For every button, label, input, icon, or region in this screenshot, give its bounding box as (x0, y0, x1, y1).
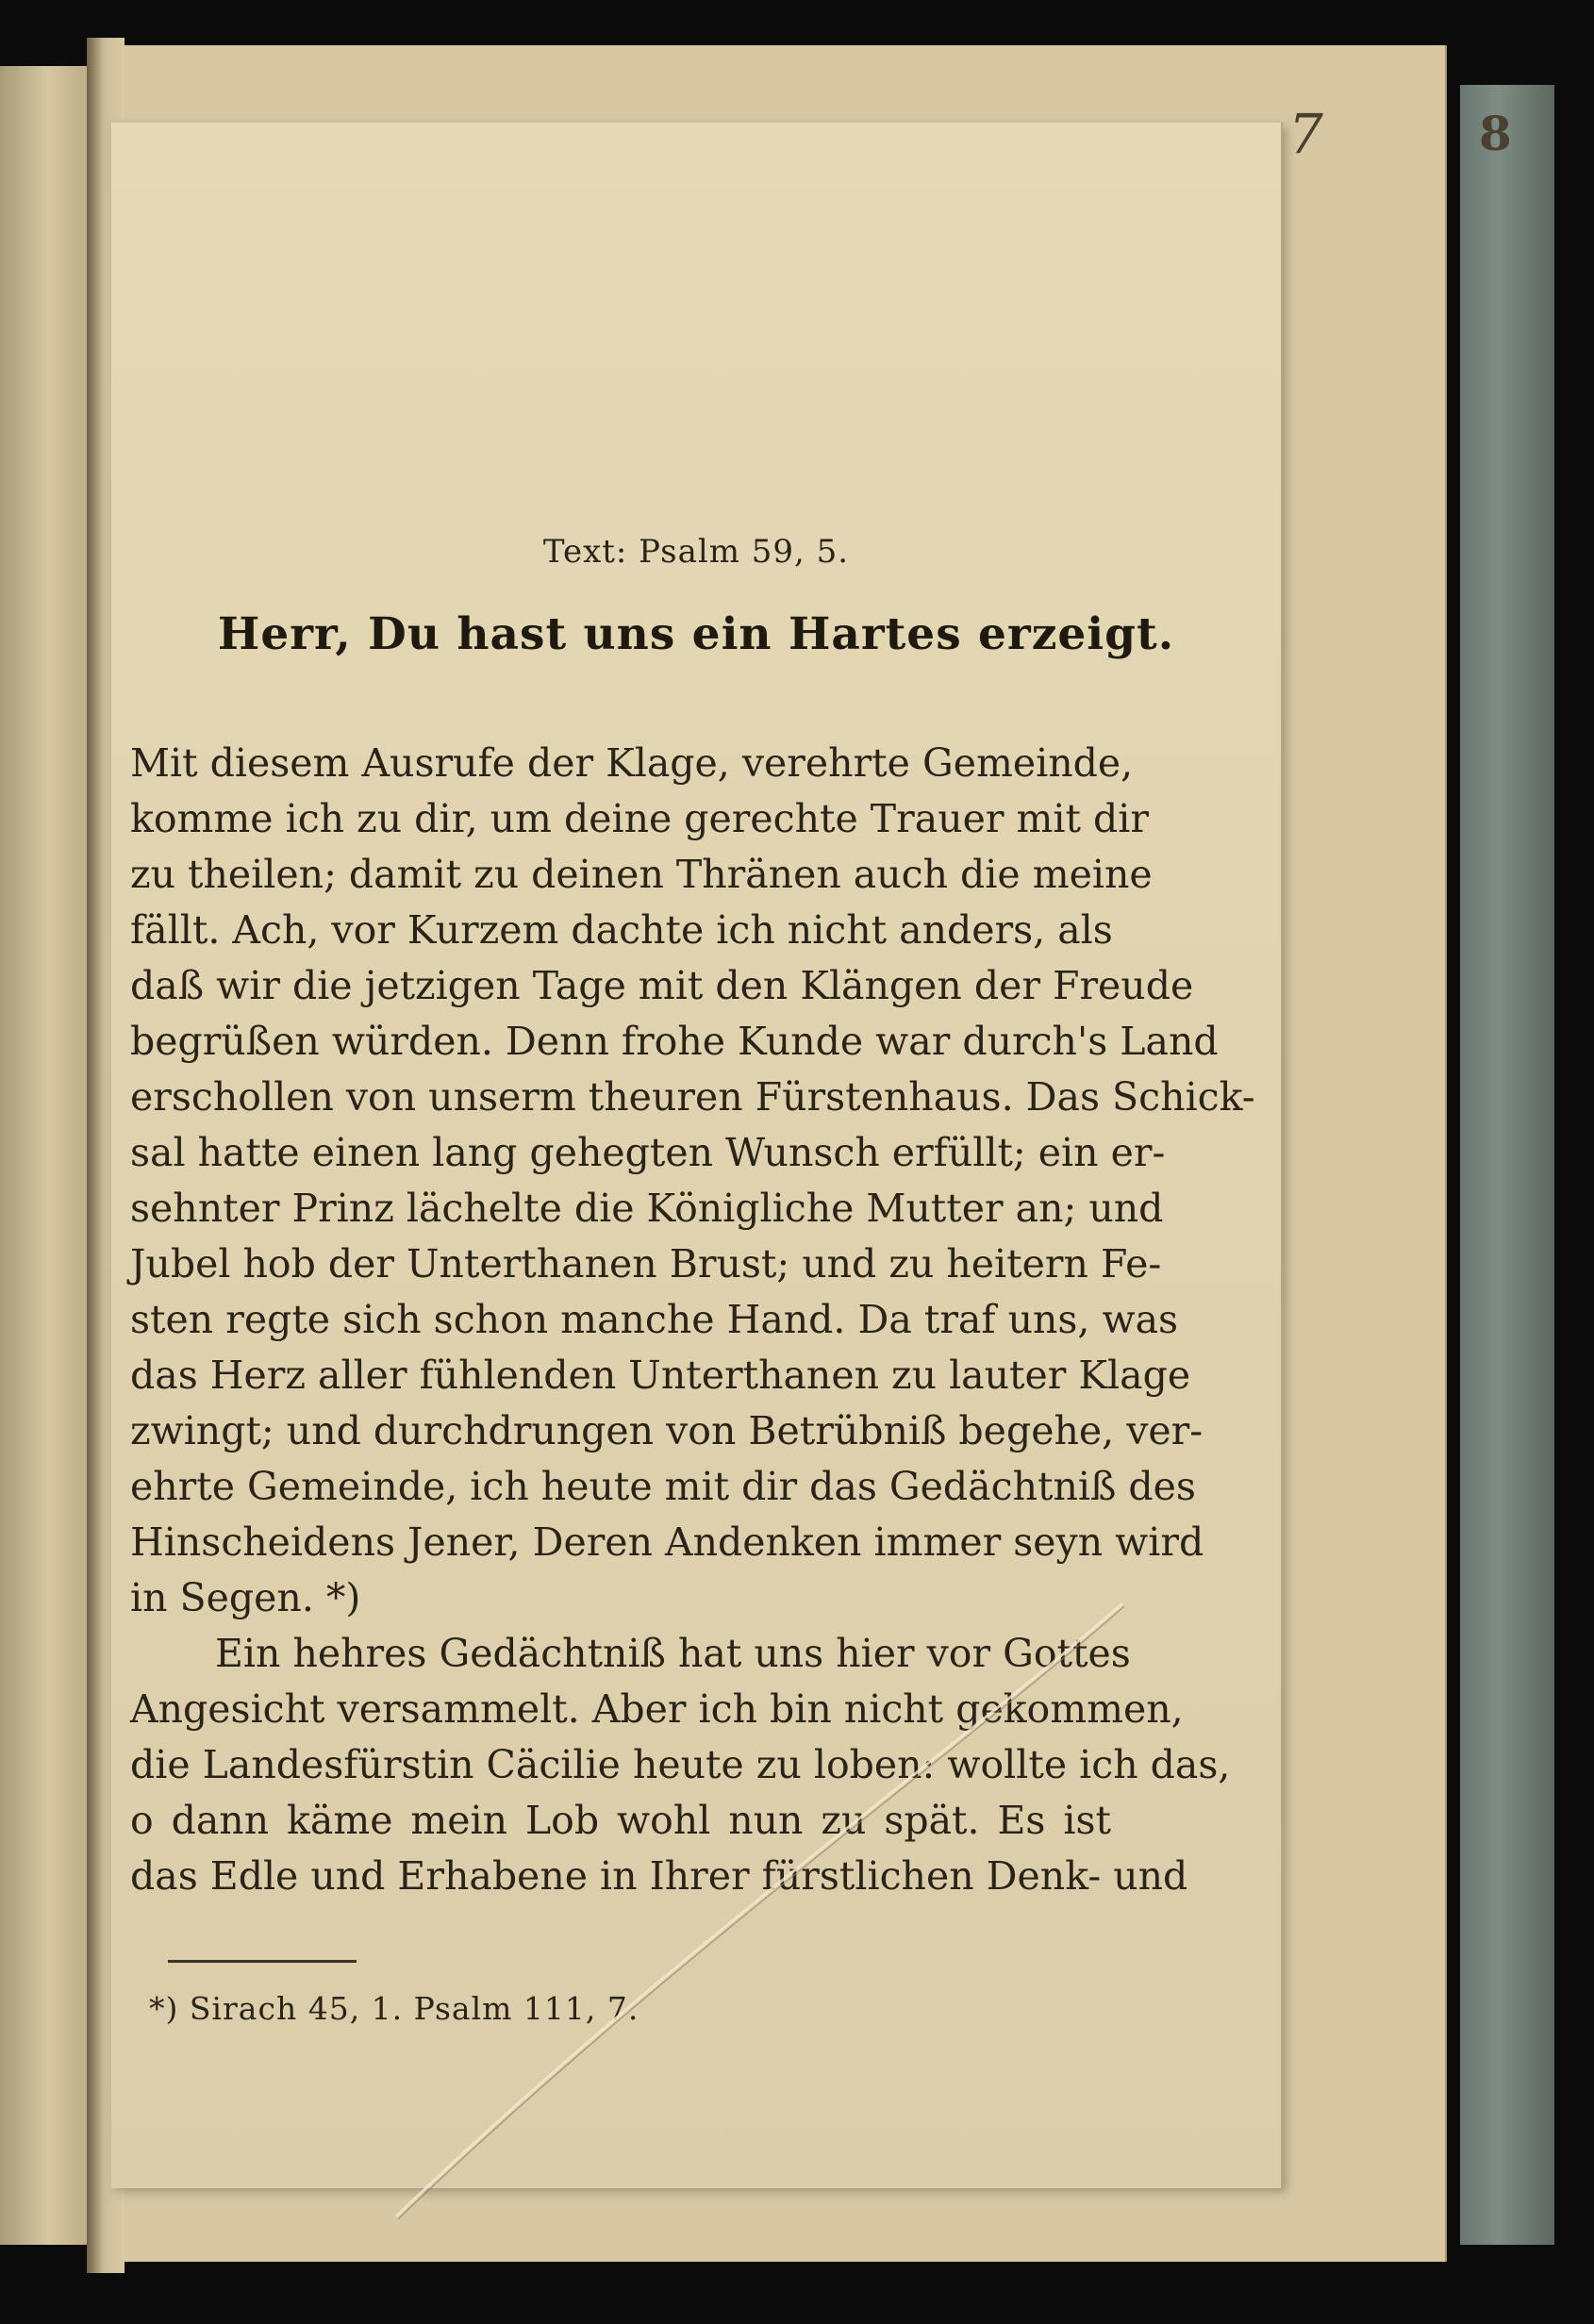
pencil-page-mark-right: 8 (1479, 106, 1512, 161)
footnote: *) Sirach 45, 1. Psalm 111, 7. (149, 1990, 639, 2027)
text-line: daß wir die jetzigen Tage mit den Klängen der Freude (130, 963, 1194, 1008)
sermon-title: Herr, Du hast uns ein Hartes erzeigt. (217, 608, 1175, 660)
text-line: sehnter Prinz lächelte die Königliche Mutter an; und (130, 1186, 1164, 1231)
text-reference: Text: Psalm 59, 5. (542, 533, 850, 571)
text-line: komme ich zu dir, um deine gerechte Trauer mit dir (130, 796, 1149, 841)
text-line: o dann käme mein Lob wohl nun zu spät. Es ist (130, 1798, 1111, 1843)
body-text (130, 736, 1255, 1904)
text-line: ehrte Gemeinde, ich heute mit dir das Gedächtniß des (130, 1464, 1196, 1509)
text-line: erschollen von unserm theuren Fürstenhaus. Das Schick- (130, 1074, 1255, 1120)
pencil-page-mark: 7 (1288, 102, 1323, 166)
text-line: zwingt; und durchdrungen von Betrübniß begehe, ver- (130, 1408, 1204, 1453)
footnote-rule (168, 1960, 357, 1963)
text-line: in Segen. *) (130, 1575, 361, 1620)
text-line: fällt. Ach, vor Kurzem dachte ich nicht anders, als (130, 907, 1113, 953)
text-line: Jubel hob der Unterthanen Brust; und zu heitern Fe- (130, 1241, 1162, 1286)
left-page-edge (0, 66, 87, 2245)
text-line: die Landesfürstin Cäcilie heute zu loben: wollte ich das, (130, 1742, 1231, 1787)
text-line: Angesicht versammelt. Aber ich bin nicht gekommen, (130, 1686, 1184, 1732)
text-line: zu theilen; damit zu deinen Thränen auch die meine (130, 852, 1153, 897)
text-line: begrüßen würden. Denn frohe Kunde war durch's Land (130, 1019, 1219, 1064)
text-line: sal hatte einen lang gehegten Wunsch erfüllt; ein er- (130, 1130, 1166, 1175)
book-cover-edge (1460, 85, 1554, 2245)
text-line: das Herz aller fühlenden Unterthanen zu lauter Klage (130, 1353, 1191, 1398)
text-line: Mit diesem Ausrufe der Klage, verehrte Gemeinde, (130, 740, 1134, 786)
text-line: sten regte sich schon manche Hand. Da traf uns, was (130, 1297, 1179, 1342)
text-line: Hinscheidens Jener, Deren Andenken immer seyn wird (130, 1519, 1204, 1565)
text-line: das Edle und Erhabene in Ihrer fürstlichen Denk- und (130, 1853, 1188, 1899)
text-line: Ein hehres Gedächtniß hat uns hier vor Gottes (215, 1631, 1131, 1676)
